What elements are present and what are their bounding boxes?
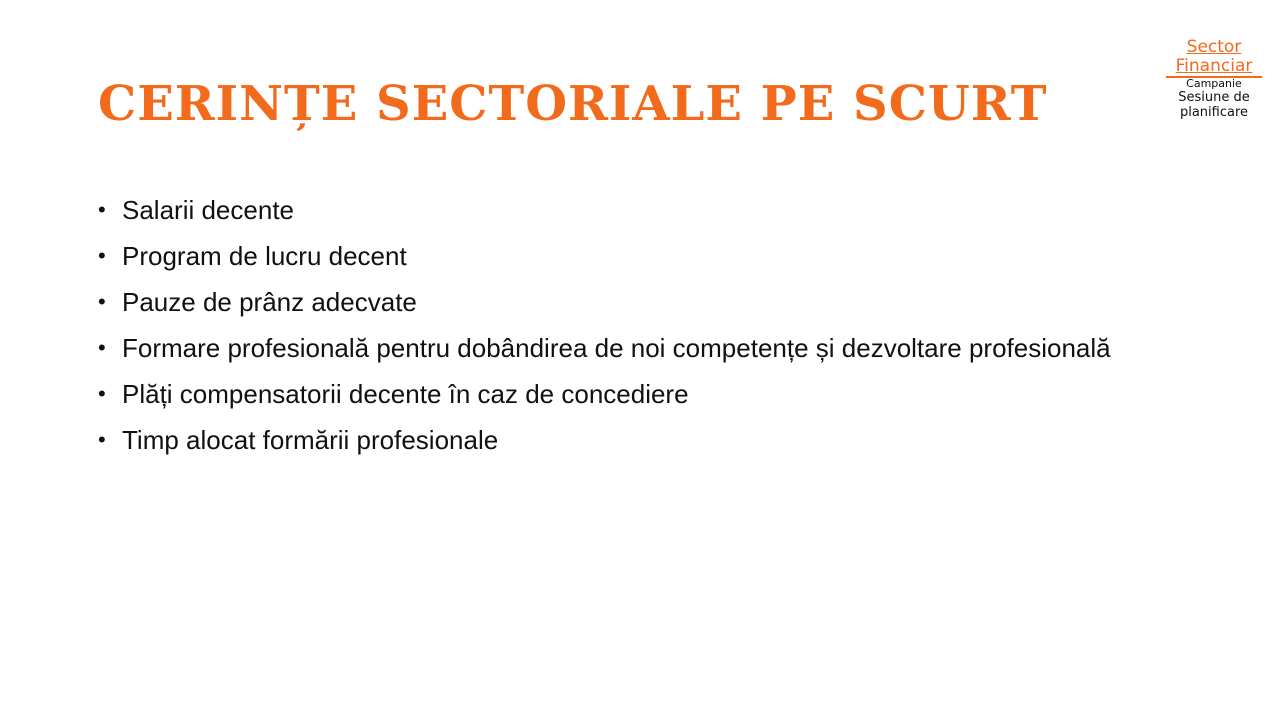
slide-title: CERINȚE SECTORIALE PE SCURT bbox=[98, 76, 1048, 132]
bullet-dot-icon: • bbox=[98, 427, 106, 452]
bullet-text: Plăți compensatorii decente în caz de concediere bbox=[122, 379, 689, 409]
bullet-text: Formare profesională pentru dobândirea de noi competențe și dezvoltare profesională bbox=[122, 333, 1111, 363]
bullet-dot-icon: • bbox=[98, 243, 106, 268]
bullet-item bbox=[98, 240, 1198, 272]
badge-link-sector[interactable]: Sector bbox=[1186, 37, 1242, 57]
badge-session-line2: planificare bbox=[1179, 105, 1249, 120]
bullet-dot-icon: • bbox=[98, 289, 106, 314]
bullet-text: Program de lucru decent bbox=[122, 241, 407, 271]
bullet-text: Salarii decente bbox=[122, 195, 294, 225]
bullet-item bbox=[98, 332, 1198, 364]
sector-badge bbox=[1160, 38, 1268, 120]
badge-campaign-label: Campanie bbox=[1186, 77, 1242, 90]
badge-link-financiar[interactable]: Financiar bbox=[1175, 56, 1253, 76]
bullet-item bbox=[98, 286, 1198, 318]
bullet-item bbox=[98, 378, 1198, 410]
bullet-text: Timp alocat formării profesionale bbox=[122, 425, 499, 455]
bullet-item bbox=[98, 194, 1198, 226]
bullet-dot-icon: • bbox=[98, 197, 106, 222]
badge-session-line1: Sesiune de bbox=[1178, 90, 1250, 105]
bullet-text: Pauze de prânz adecvate bbox=[122, 287, 417, 317]
bullet-dot-icon: • bbox=[98, 381, 106, 406]
bullet-item bbox=[98, 424, 1198, 456]
bullet-dot-icon: • bbox=[98, 335, 106, 360]
bullet-list bbox=[98, 194, 1198, 470]
